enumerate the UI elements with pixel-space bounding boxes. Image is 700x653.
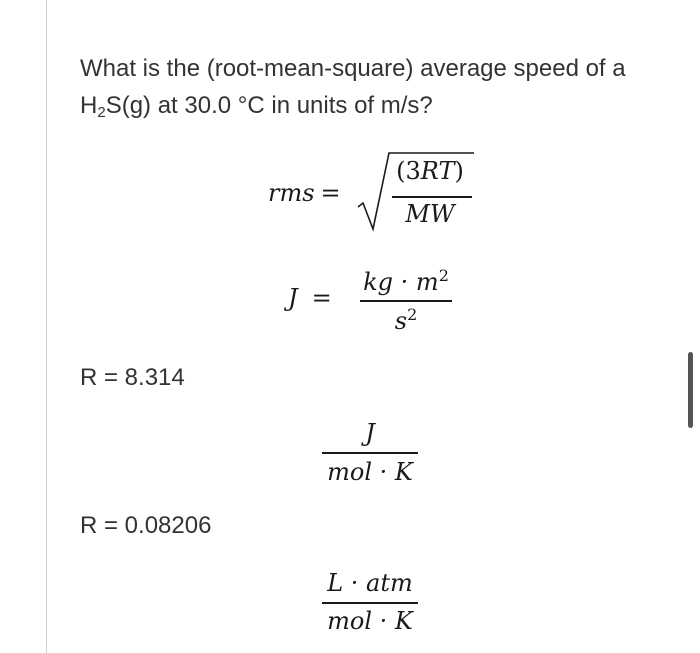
formula-h: H <box>80 92 98 119</box>
rms-fraction-bar <box>392 196 472 198</box>
joule-denominator <box>358 304 454 338</box>
joule-equation-lhs <box>288 283 332 313</box>
joule-unit-fraction-bar <box>322 452 418 454</box>
joule-numerator <box>358 265 454 299</box>
joule-denominator-exponent: 2 <box>407 305 418 324</box>
question-suffix: S(g) at 30.0 °C in units of m/s? <box>105 92 433 119</box>
rms-symbol: rms <box>268 179 315 207</box>
joule-unit-denominator: mol · K <box>327 458 413 486</box>
rms-numerator-close: ) <box>454 157 464 185</box>
rms-numerator-vars: RT <box>420 157 455 185</box>
liter-atm-unit-fraction-bar <box>322 602 418 604</box>
question-prefix: What is the (root-mean-square) average speed of a <box>80 55 626 82</box>
rms-equals-sign: = <box>320 179 341 207</box>
content-left-border <box>46 0 47 653</box>
gas-constant-joule-value: R = 8.314 <box>80 364 185 391</box>
rms-numerator <box>388 156 472 186</box>
rms-numerator-open: (3 <box>396 157 421 185</box>
liter-atm-unit-denominator: mol · K <box>327 607 413 635</box>
joule-numerator-base: kg · m <box>363 268 439 296</box>
question-text <box>80 50 670 124</box>
joule-numerator-exponent: 2 <box>438 266 449 285</box>
formula-subscript: 2 <box>97 104 106 121</box>
joule-fraction-bar <box>360 300 452 302</box>
joule-unit-numerator: J <box>365 419 375 447</box>
joule-denominator-base: s <box>394 307 408 335</box>
rms-equation-lhs <box>268 178 341 208</box>
rms-denominator: MW <box>405 200 455 228</box>
joule-equals-sign: = <box>311 284 332 312</box>
scrollbar-thumb[interactable] <box>688 352 693 428</box>
joule-symbol: J <box>288 284 298 312</box>
gas-constant-liter-value: R = 0.08206 <box>80 512 212 539</box>
liter-atm-unit-numerator: L · atm <box>327 569 413 597</box>
